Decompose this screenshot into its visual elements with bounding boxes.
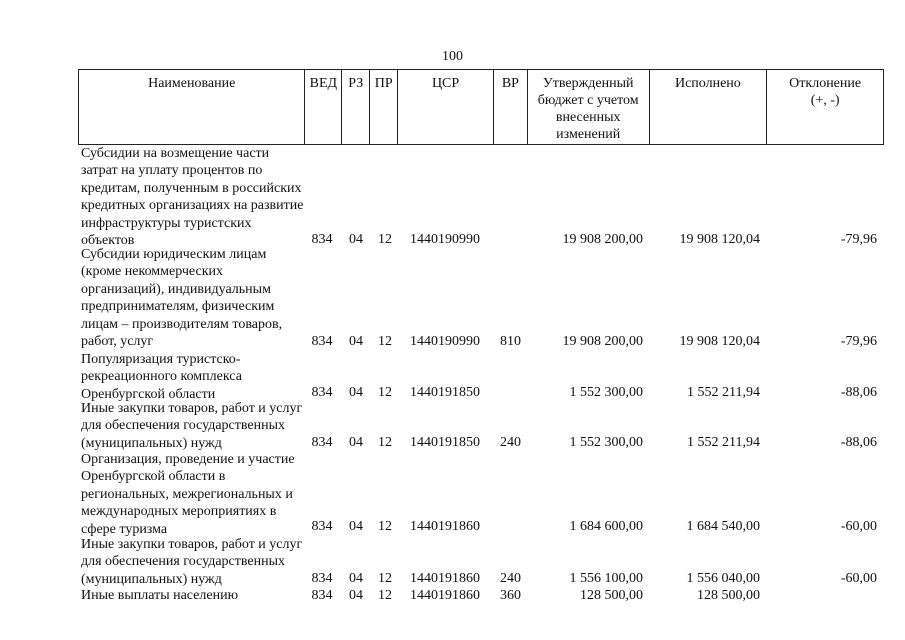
row-deviation: -88,06 <box>840 385 877 400</box>
row-deviation: -79,96 <box>840 334 877 349</box>
row-budget: 1 684 600,00 <box>569 519 643 534</box>
row-name: Организация, проведение и участие Оренбургской области в региональных, межрегиональных и международных мероприятиях в сфере туризма <box>81 452 295 537</box>
row-executed: 19 908 120,04 <box>679 232 760 247</box>
row-vr: 240 <box>500 435 521 450</box>
header-csr: ЦСР <box>398 70 494 144</box>
row-name: Субсидии на возмещение части затрат на уплату процентов по кредитам, полученным в российских кредитных организациях на развитие инфраструктуры туристских объектов <box>81 146 304 249</box>
header-budget: Утвержденный бюджет с учетом внесенных изменений <box>528 70 650 144</box>
row-ved: 834 <box>311 385 333 400</box>
header-ved: ВЕД <box>305 70 342 144</box>
table-header <box>78 69 884 145</box>
row-rz: 04 <box>349 232 363 247</box>
row-budget: 19 908 200,00 <box>562 334 643 349</box>
row-ved: 834 <box>311 435 333 450</box>
row-pr: 12 <box>378 232 392 247</box>
row-executed: 1 684 540,00 <box>686 519 760 534</box>
row-name: Субсидии юридическим лицам (кроме некоммерческих организаций), индивидуальным предпринимателям, физическим лицам – производителям товаров, работ, услуг <box>81 247 283 350</box>
row-vr: 240 <box>500 571 521 586</box>
row-rz: 04 <box>349 334 363 349</box>
table-row <box>0 536 905 588</box>
row-budget: 19 908 200,00 <box>562 232 643 247</box>
row-ved: 834 <box>311 588 333 603</box>
row-executed: 128 500,00 <box>697 588 760 603</box>
header-vr: ВР <box>494 70 528 144</box>
row-pr: 12 <box>378 519 392 534</box>
row-deviation: -88,06 <box>840 435 877 450</box>
row-csr: 1440190990 <box>410 232 480 247</box>
row-budget: 1 552 300,00 <box>569 385 643 400</box>
row-budget: 128 500,00 <box>580 588 643 603</box>
header-name: Наименование <box>79 70 305 144</box>
row-deviation: -79,96 <box>840 232 877 247</box>
row-pr: 12 <box>378 334 392 349</box>
row-name: Популяризация туристско-рекреационного комплекса Оренбургской области <box>81 352 242 402</box>
row-vr: 360 <box>500 588 521 603</box>
row-csr: 1440191850 <box>410 385 480 400</box>
table-row <box>0 351 905 401</box>
row-rz: 04 <box>349 588 363 603</box>
row-deviation: -60,00 <box>840 519 877 534</box>
row-executed: 19 908 120,04 <box>679 334 760 349</box>
table-row <box>0 451 905 537</box>
row-ved: 834 <box>311 334 333 349</box>
row-pr: 12 <box>378 435 392 450</box>
page-number: 100 <box>442 49 463 64</box>
table-row <box>0 401 905 451</box>
row-rz: 04 <box>349 519 363 534</box>
row-vr: 810 <box>500 334 521 349</box>
table-row <box>0 145 905 249</box>
row-csr: 1440191860 <box>410 519 480 534</box>
row-csr: 1440190990 <box>410 334 480 349</box>
row-csr: 1440191850 <box>410 435 480 450</box>
row-ved: 834 <box>311 571 333 586</box>
row-name: Иные выплаты населению <box>81 588 239 603</box>
row-ved: 834 <box>311 519 333 534</box>
table-row <box>0 587 905 605</box>
row-csr: 1440191860 <box>410 588 480 603</box>
row-pr: 12 <box>378 571 392 586</box>
row-pr: 12 <box>378 385 392 400</box>
row-ved: 834 <box>311 232 333 247</box>
row-executed: 1 556 040,00 <box>686 571 760 586</box>
row-executed: 1 552 211,94 <box>687 385 760 400</box>
row-executed: 1 552 211,94 <box>687 435 760 450</box>
header-executed: Исполнено <box>650 70 768 144</box>
row-pr: 12 <box>378 588 392 603</box>
row-rz: 04 <box>349 385 363 400</box>
header-rz: РЗ <box>342 70 370 144</box>
header-deviation: Отклонение (+, -) <box>789 76 862 108</box>
row-budget: 1 556 100,00 <box>569 571 643 586</box>
header-pr: ПР <box>370 70 398 144</box>
row-name: Иные закупки товаров, работ и услуг для обеспечения государственных (муниципальных) нужд <box>81 537 303 587</box>
row-csr: 1440191860 <box>410 571 480 586</box>
row-deviation: -60,00 <box>840 571 877 586</box>
row-rz: 04 <box>349 435 363 450</box>
table-row <box>0 249 905 353</box>
row-name: Иные закупки товаров, работ и услуг для обеспечения государственных (муниципальных) нужд <box>81 401 303 451</box>
row-budget: 1 552 300,00 <box>569 435 643 450</box>
row-rz: 04 <box>349 571 363 586</box>
